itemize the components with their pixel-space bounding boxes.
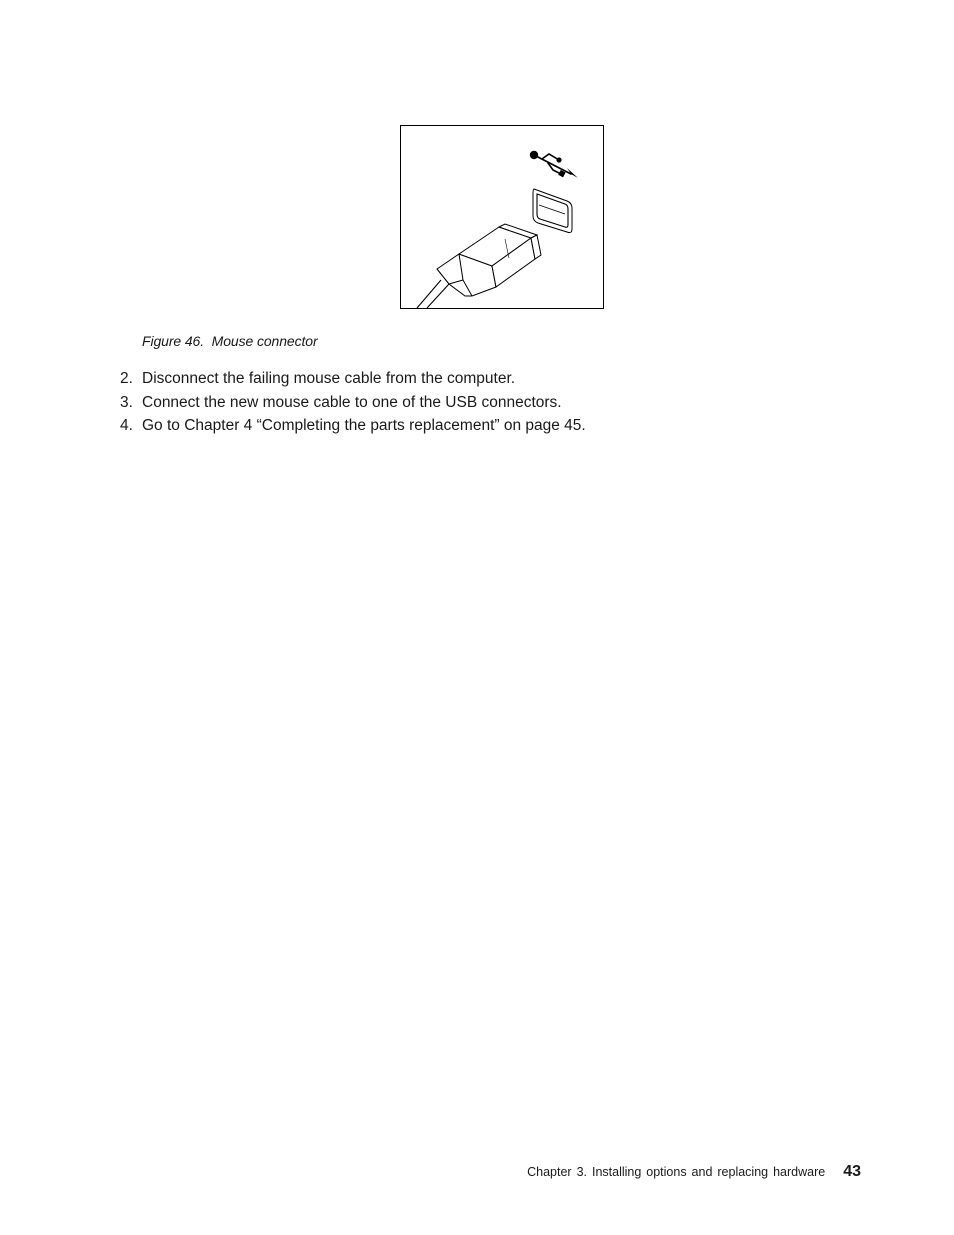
- list-item: [120, 414, 586, 438]
- list-item: [120, 367, 586, 391]
- usb-symbol-icon: [530, 151, 578, 178]
- figure-caption-title: Mouse connector: [211, 333, 318, 349]
- step-number: 4.: [120, 417, 133, 434]
- usb-plug: [417, 224, 541, 308]
- step-text: Disconnect the failing mouse cable from the computer.: [142, 370, 516, 387]
- usb-port: [533, 189, 572, 233]
- usb-connector-illustration: [401, 126, 603, 308]
- figure-caption-label: Figure 46.: [142, 333, 205, 349]
- page-footer: [527, 1163, 861, 1181]
- step-text: Connect the new mouse cable to one of the USB connectors.: [142, 393, 562, 411]
- step-number: 2.: [120, 370, 133, 387]
- step-number: 3.: [120, 393, 133, 411]
- footer-chapter-title: Chapter 3. Installing options and replacing hardware: [527, 1165, 826, 1179]
- figure-mouse-connector: [400, 125, 604, 309]
- page-number: 43: [843, 1163, 861, 1180]
- step-text: Go to Chapter 4 “Completing the parts replacement” on page 45.: [142, 417, 586, 434]
- list-item: [120, 391, 586, 415]
- procedure-steps: [120, 367, 586, 438]
- figure-caption: [142, 333, 318, 349]
